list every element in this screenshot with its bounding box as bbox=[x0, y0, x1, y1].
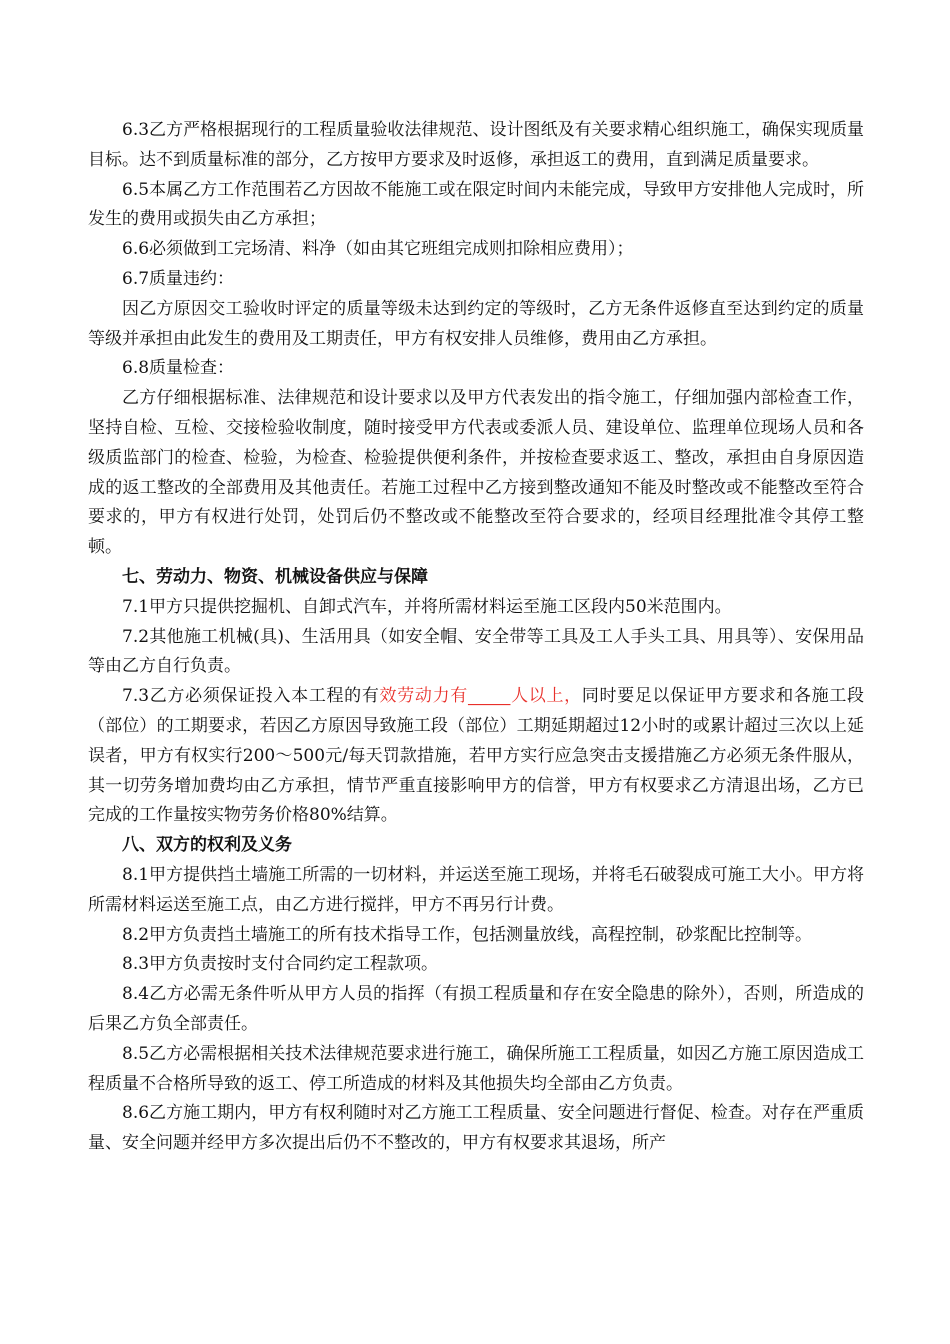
clause-7-1: 7.1甲方只提供挖掘机、自卸式汽车，并将所需材料运至施工区段内50米范围内。 bbox=[122, 596, 732, 617]
clause-7-3-lead: 7.3乙方必须保证投入本工程的有 bbox=[122, 686, 380, 707]
clause-8-1: 8.1甲方提供挡土墙施工所需的一切材料，并运送至施工现场，并将毛石破裂成可施工大小。甲方将所需材料运送至施工点，由乙方进行搅拌，甲方不再另行计费。 bbox=[88, 864, 864, 915]
section-7-heading: 七、劳动力、物资、机械设备供应与保障 bbox=[122, 566, 428, 587]
clause-8-2: 8.2甲方负责挡土墙施工的所有技术指导工作，包括测量放线，高程控制，砂浆配比控制等。 bbox=[122, 924, 813, 945]
clause-8-6: 8.6乙方施工期内，甲方有权利随时对乙方施工工程质量、安全问题进行督促、检查。对存在严重质量、安全问题并经甲方多次提出后仍不不整改的，甲方有权要求其退场，所产 bbox=[88, 1103, 864, 1154]
clause-6-5: 6.5本属乙方工作范围若乙方因故不能施工或在限定时间内未能完成，导致甲方安排他人完成时，所发生的费用或损失由乙方承担； bbox=[88, 179, 864, 230]
clause-7-3-rest: 同时要足以保证甲方要求和各施工段（部位）的工期要求，若因乙方原因导致施工段（部位）工期延期超过12小时的或累计超过三次以上延误者，甲方有权实行200～500元/每天罚款措施，若甲方实行应急突击支援措施乙方必须无条件服从，其一切劳务增加费均由乙方承担，情节严重直接影响甲方的信誉，甲方有权要求乙方清退出场，乙方已完成的工作量按实物劳务价格80%结算。 bbox=[88, 686, 865, 826]
clause-8-5: 8.5乙方必需根据相关技术法律规范要求进行施工，确保所施工工程质量，如因乙方施工原因造成工程质量不合格所导致的返工、停工所造成的材料及其他损失均全部由乙方负责。 bbox=[88, 1043, 864, 1094]
clause-6-3: 6.3乙方严格根据现行的工程质量验收法律规范、设计图纸及有关要求精心组织施工，确保实现质量目标。达不到质量标准的部分，乙方按甲方要求及时返修，承担返工的费用，直到满足质量要求。 bbox=[88, 120, 864, 170]
clause-6-8-body: 乙方仔细根据标准、法律规范和设计要求以及甲方代表发出的指令施工，仔细加强内部检查工作，坚持自检、互检、交接检验收制度，随时接受甲方代表或委派人员、建设单位、监理单位现场人员和各级质监部门的检查、检验，为检查、检验提供便利条件，并按检查要求返工、整改，承担由自身原因造成的返工整改的全部费用及其他责任。若施工过程中乙方接到整改通知不能及时整改或不能整改至符合要求的，甲方有权进行处罚，处罚后仍不整改或不能整改至符合要求的，经项目经理批准令其停工整顿。 bbox=[88, 388, 864, 558]
clause-7-3 bbox=[88, 682, 864, 831]
clause-6-6: 6.6必须做到工完场清、料净（如由其它班组完成则扣除相应费用）； bbox=[122, 239, 634, 260]
clause-7-3-highlight: 效劳动力有 bbox=[379, 686, 468, 707]
clause-6-7-body: 因乙方原因交工验收时评定的质量等级未达到约定的等级时，乙方无条件返修直至达到约定的质量等级并承担由此发生的费用及工期责任，甲方有权安排人员维修，费用由乙方承担。 bbox=[88, 298, 864, 349]
document-body bbox=[88, 116, 864, 1159]
section-8-heading: 八、双方的权利及义务 bbox=[122, 835, 292, 856]
labor-count-blank: _____ bbox=[467, 686, 511, 707]
clause-7-2: 7.2其他施工机械(具)、生活用具（如安全帽、安全带等工具及工人手头工具、用具等）、安保用品等由乙方自行负责。 bbox=[88, 626, 864, 677]
clause-6-8-title: 6.8质量检查： bbox=[122, 358, 235, 379]
clause-8-4: 8.4乙方必需无条件听从甲方人员的指挥（有损工程质量和存在安全隐患的除外），否则，所造成的后果乙方负全部责任。 bbox=[88, 984, 864, 1034]
clause-6-7-title: 6.7质量违约： bbox=[122, 268, 235, 289]
clause-8-3: 8.3甲方负责按时支付合同约定工程款项。 bbox=[122, 954, 439, 975]
clause-7-3-highlight-tail: 人以上， bbox=[510, 686, 582, 707]
